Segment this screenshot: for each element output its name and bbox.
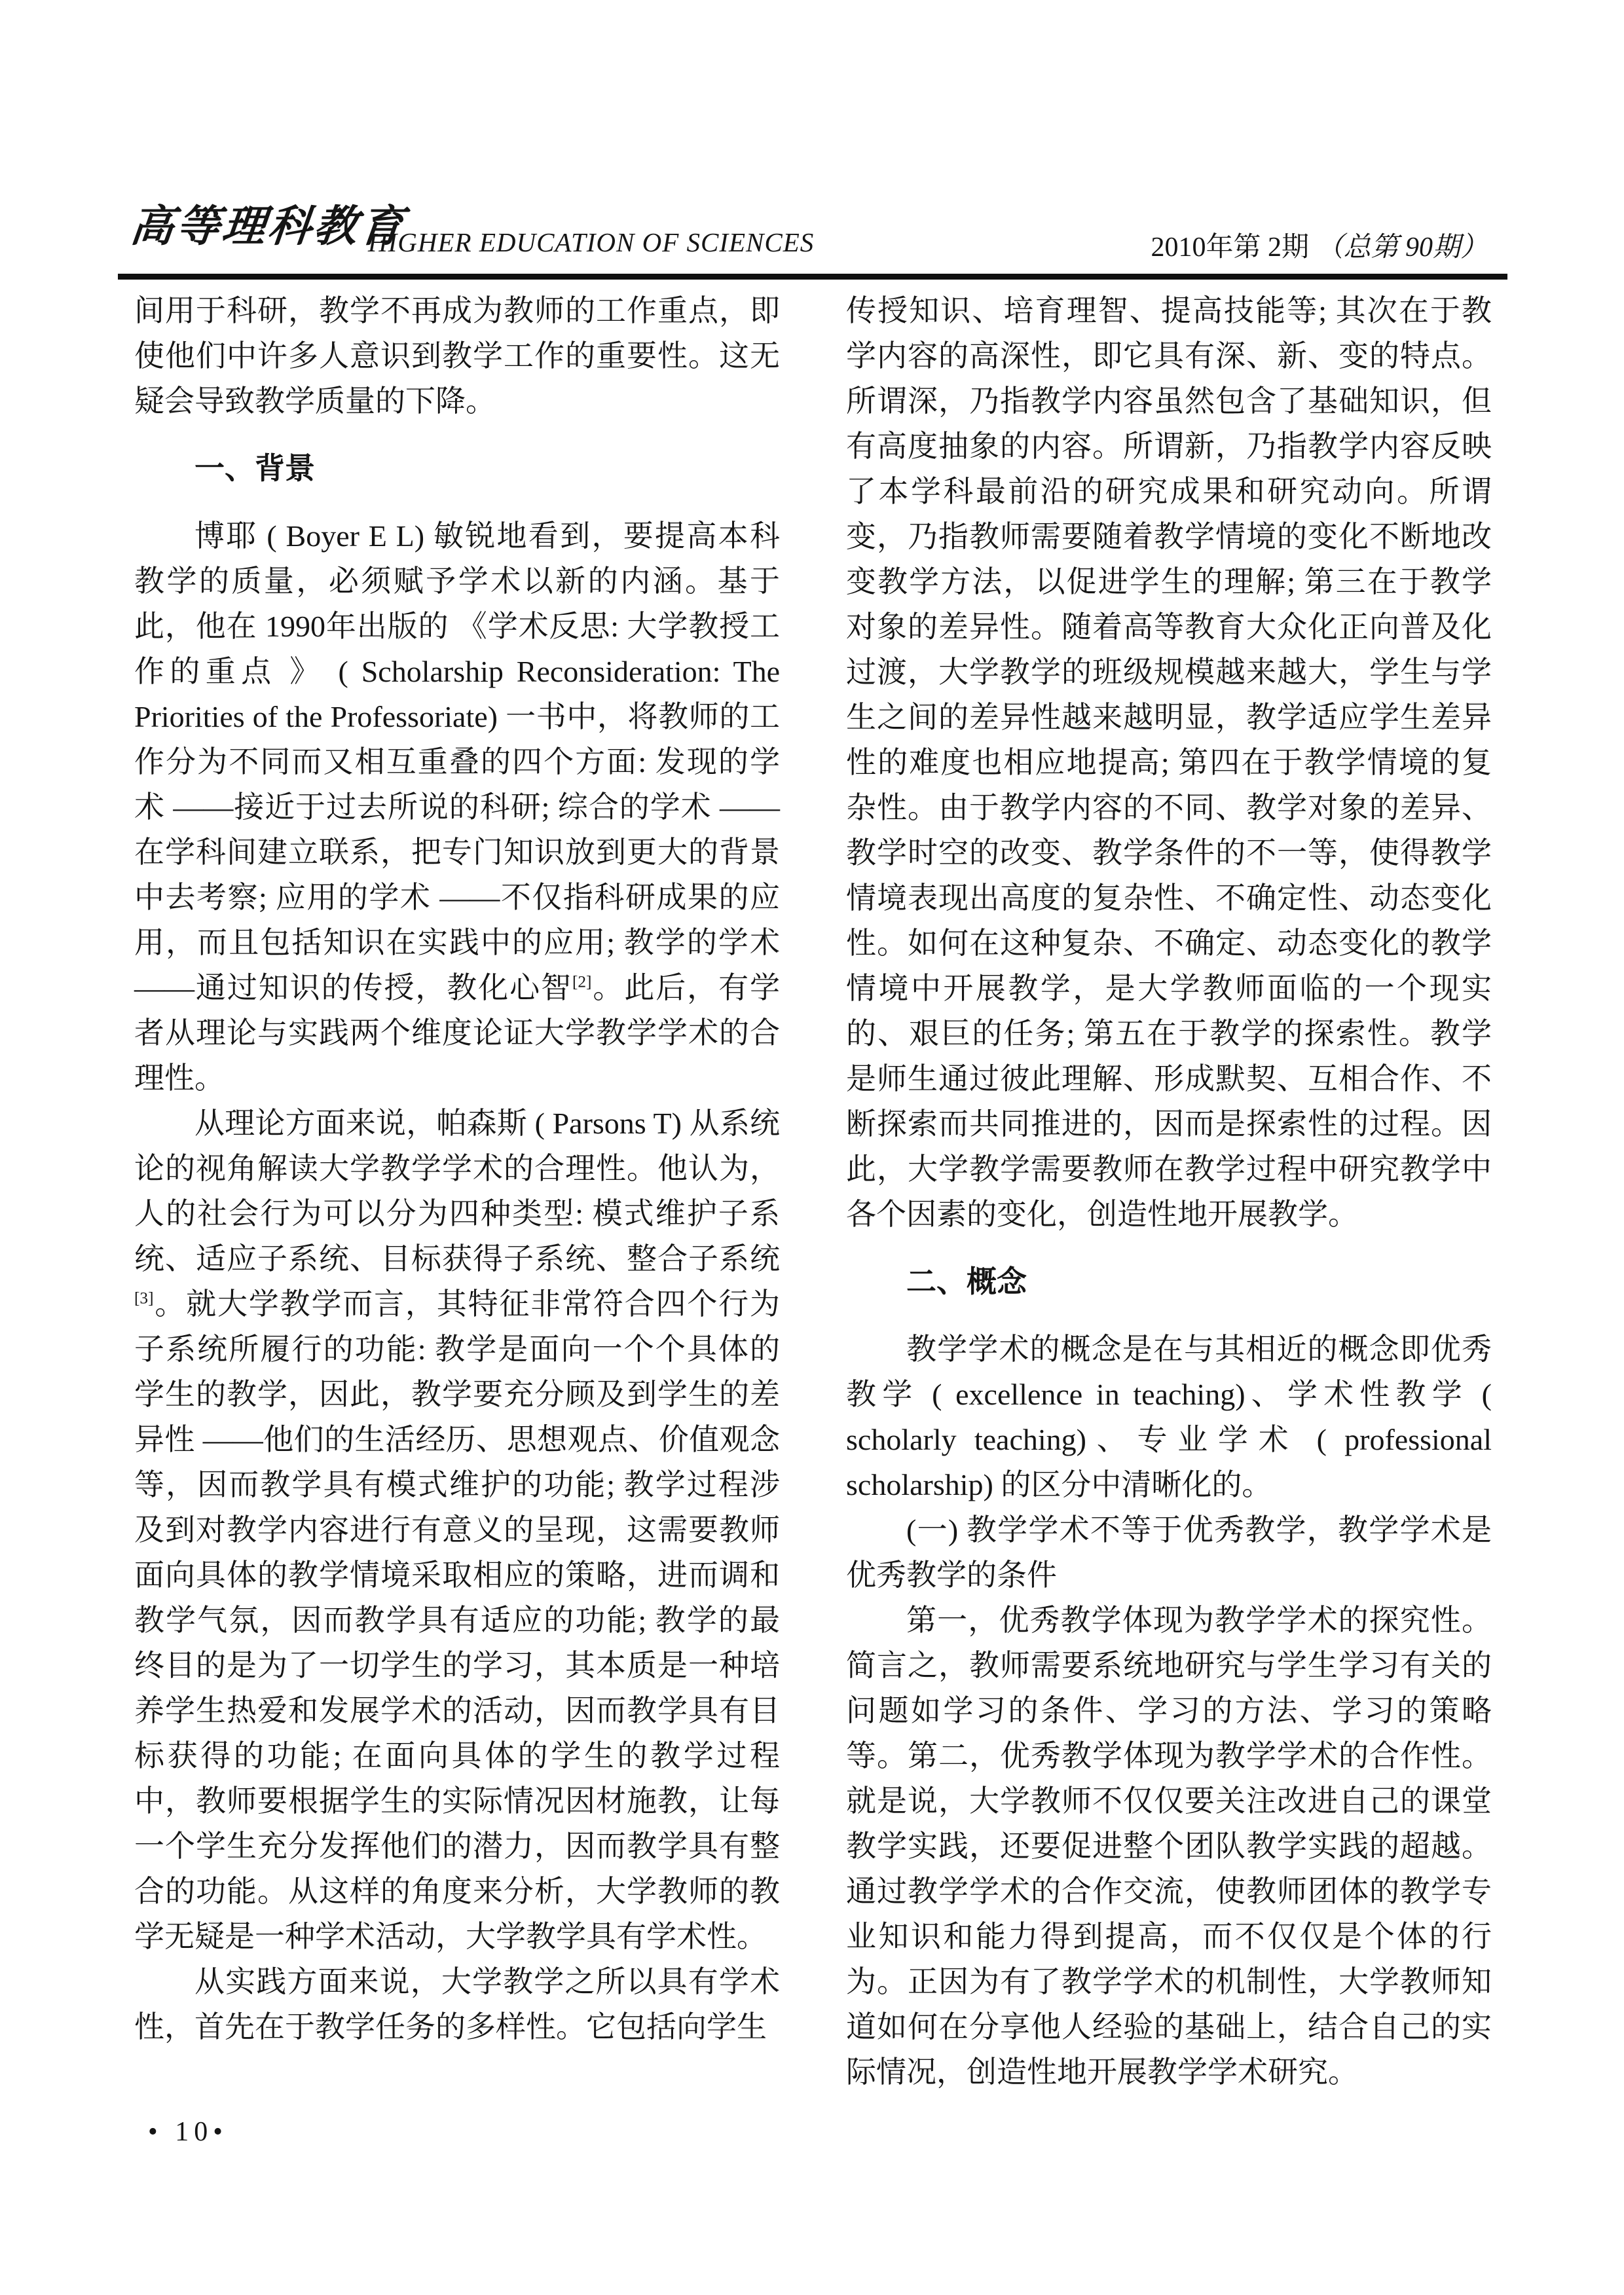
issue-info [1151, 225, 1488, 265]
header-divider [118, 274, 1507, 280]
paragraph: 博耶 ( Boyer E L) 敏锐地看到，要提高本科教学的质量，必须赋予学术以新的内涵。基于此，他在 1990年出版的 《学术反思: 大学教授工作的重点 》 ( Scholarship Reconsideration: The Priorities of the Professoriate) 一书中，将教师的工作分为不同而又相互重叠的四个方面: 发现的学术 ——接近于过去所说的科研; 综合的学术 ——在学科间建立联系，把专门知识放到更大的背景中去考察; 应用的学术 ——不仅指科研成果的应用，而且包括知识在实践中的应用; 教学的学术 ——通过知识的传授，教化心智[2]。此后，有学者从理论与实践两个维度论证大学教学学术的合理性。 [134, 519, 781, 1095]
issue-number: 2010年第 2期 [1151, 232, 1309, 263]
section-heading: 一、背景 [194, 451, 315, 485]
paragraph: (一) 教学学术不等于优秀教学，教学学术是优秀教学的条件 [846, 1513, 1492, 1592]
journal-name-en: HIGHER EDUCATION OF SCIENCES [368, 227, 815, 257]
citation-superscript: [3] [134, 1289, 154, 1308]
page-number: • 10• [148, 2117, 228, 2147]
volume-number: （总第 90期） [1316, 232, 1488, 263]
journal-logo: 高等理科教育 [128, 203, 409, 251]
paragraph: 第一，优秀教学体现为教学学术的探究性。简言之，教师需要系统地研究与学生学习有关的问题如学习的条件、学习的方法、学习的策略等。第二，优秀教学体现为教学学术的合作性。就是说，大学教师不仅仅要关注改进自己的课堂教学实践，还要促进整个团队教学实践的超越。通过教学学术的合作交流，使教师团体的教学专业知识和能力得到提高，而不仅仅是个体的行为。正因为有了教学学术的机制性，大学教师知道如何在分享他人经验的基础上，结合自己的实际情况，创造性地开展教学学术研究。 [846, 1604, 1492, 2089]
paragraph: 传授知识、培育理智、提高技能等; 其次在于教学内容的高深性，即它具有深、新、变的特点。所谓深，乃指教学内容虽然包含了基础知识，但有高度抽象的内容。所谓新，乃指教学内容反映了本学科最前沿的研究成果和研究动向。所谓变，乃指教师需要随着教学情境的变化不断地改变教学方法，以促进学生的理解; 第三在于教学对象的差异性。随着高等教育大众化正向普及化过渡，大学教学的班级规模越来越大，学生与学生之间的差异性越来越明显，教学适应学生差异性的难度也相应地提高; 第四在于教学情境的复杂性。由于教学内容的不同、教学对象的差异、教学时空的改变、教学条件的不一等，使得教学情境表现出高度的复杂性、不确定性、动态变化性。如何在这种复杂、不确定、动态变化的教学情境中开展教学，是大学教师面临的一个现实的、艰巨的任务; 第五在于教学的探索性。教学是师生通过彼此理解、形成默契、互相合作、不断探索而共同推进的，因而是探索性的过程。因此，大学教学需要教师在教学过程中研究教学中各个因素的变化，创造性地开展教学。 [846, 294, 1492, 1231]
paragraph: 教学学术的概念是在与其相近的概念即优秀教学 ( excellence in teaching)、学术性教学 ( scholarly teaching)、专业学术 ( professional scholarship) 的区分中清晰化的。 [846, 1332, 1492, 1501]
section-heading: 二、概念 [906, 1264, 1027, 1298]
paragraph: 从理论方面来说，帕森斯 ( Parsons T) 从系统论的视角解读大学教学学术的合理性。他认为，人的社会行为可以分为四种类型: 模式维护子系统、适应子系统、目标获得子系统、整合子系统[3]。就大学教学而言，其特征非常符合四个行为子系统所履行的功能: 教学是面向一个个具体的学生的教学，因此，教学要充分顾及到学生的差异性 ——他们的生活经历、思想观点、价值观念等，因而教学具有模式维护的功能; 教学过程涉及到对教学内容进行有意义的呈现，这需要教师面向具体的教学情境采取相应的策略，进而调和教学气氛，因而教学具有适应的功能; 教学的最终目的是为了一切学生的学习，其本质是一种培养学生热爱和发展学术的活动，因而教学具有目标获得的功能; 在面向具体的学生的教学过程中，教师要根据学生的实际情况因材施教，让每一个学生充分发挥他们的潜力，因而教学具有整合的功能。从这样的角度来分析，大学教师的教学无疑是一种学术活动，大学教学具有学术性。 [134, 1107, 780, 1953]
paragraph: 间用于科研，教学不再成为教师的工作重点，即使他们中许多人意识到教学工作的重要性。这无疑会导致教学质量的下降。 [134, 294, 780, 418]
citation-superscript: [2] [572, 972, 592, 991]
article-column-right [846, 288, 1492, 2095]
paragraph: 从实践方面来说，大学教学之所以具有学术性，首先在于教学任务的多样性。它包括向学生 [134, 1965, 780, 2044]
journal-header [0, 0, 1624, 282]
article-column-left [134, 288, 780, 2049]
